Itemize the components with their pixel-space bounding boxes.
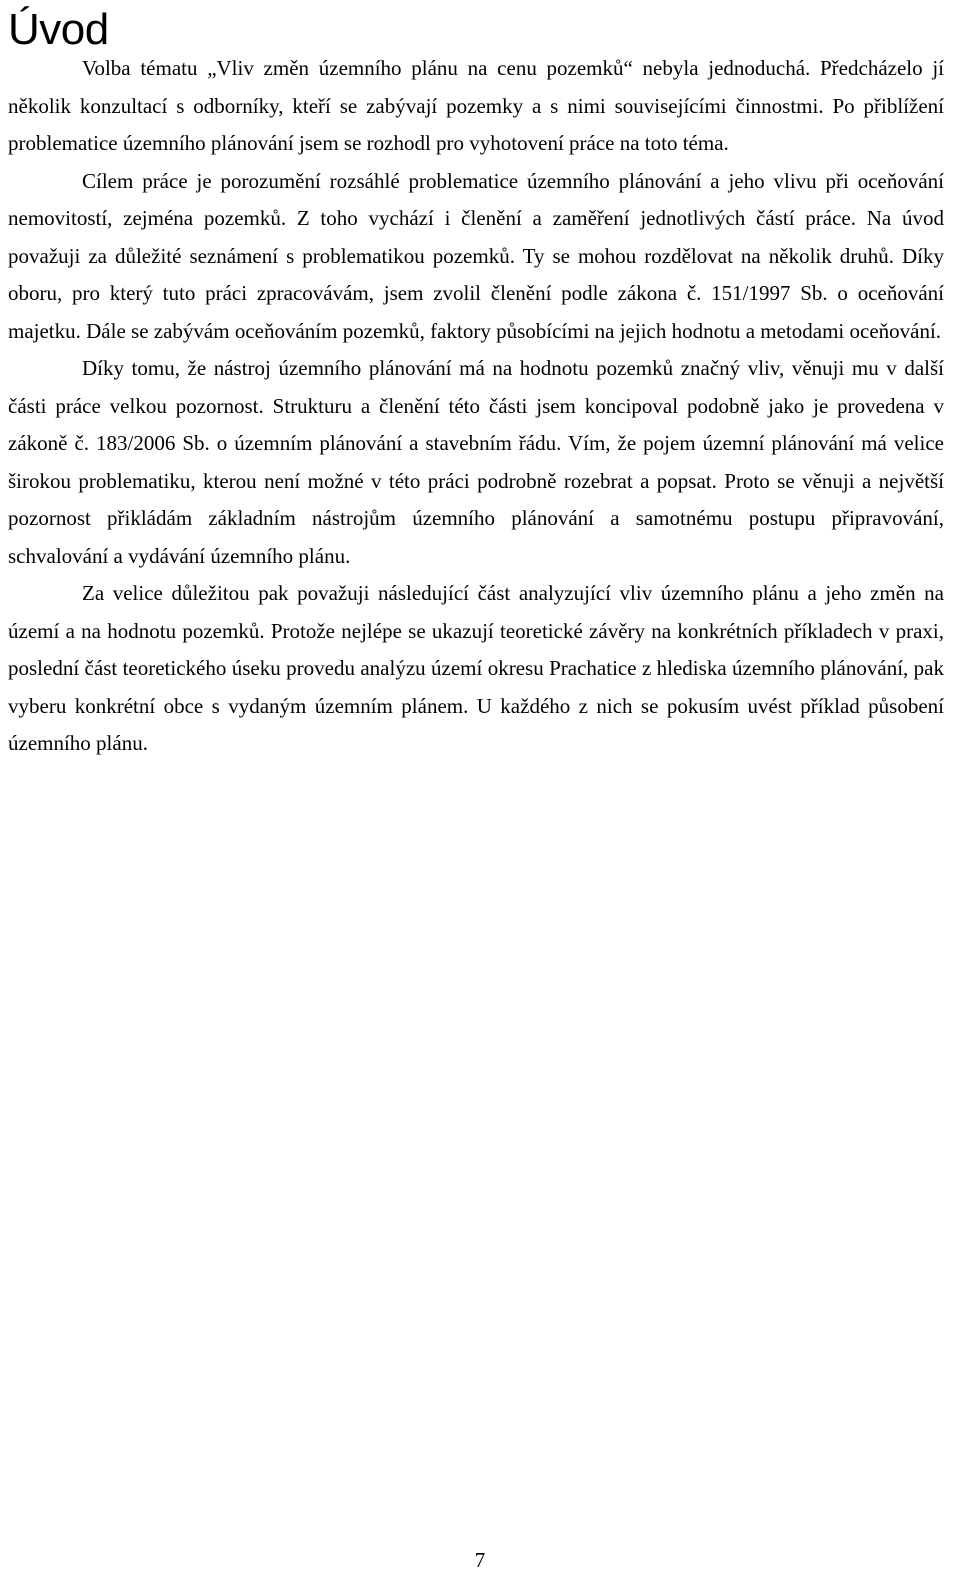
paragraph-topic-choice: Volba tématu „Vliv změn územního plánu na cenu pozemků“ nebyla jednoduchá. Předcházelo jí několik konzultací s odborníky, kteří se zabývají pozemky a s nimi souvisejícími činnostmi. Po přiblížení problematice územního plánování jsem se rozhodl pro vyhotovení práce na toto téma. — [8, 56, 944, 155]
paragraph-planning: Díky tomu, že nástroj územního plánování má na hodnotu pozemků značný vliv, věnuji mu v další části práce velkou pozornost. Strukturu a členění této části jsem koncipoval podobně jako je provedena v zákoně č. 183/2006 Sb. o územním plánování a stavebním řádu. Vím, že pojem územní plánování má velice širokou problematiku, kterou není možné v této práci podrobně rozebrat a popsat. Proto se věnuji a největší pozornost přikládám základním nástrojům územního plánování a samotnému postupu připravování, schvalování a vydávání územního plánu. — [8, 356, 944, 568]
paragraph-goal: Cílem práce je porozumění rozsáhlé problematice územního plánování a jeho vlivu při oceňování nemovitostí, zejména pozemků. Z toho vychází i členění a zaměření jednotlivých částí práce. Na úvod považuji za důležité seznámení s problematikou pozemků. Ty se mohou rozdělovat na několik druhů. Díky oboru, pro který tuto práci zpracovávám, jsem zvolil členění podle zákona č. 151/1997 Sb. o oceňování majetku. Dále se zabývám oceňováním pozemků, faktory působícími na jejich hodnotu a metodami oceňování. — [8, 168, 944, 343]
section-heading: Úvod — [8, 5, 109, 54]
page-number: 7 — [474, 1548, 486, 1572]
paragraph-analysis: Za velice důležitou pak považuji následující část analyzující vliv územního plánu a jeho změn na území a na hodnotu pozemků. Protože nejlépe se ukazují teoretické závěry na konkrétních příkladech v praxi, poslední část teoretického úseku provedu analýzu území okresu Prachatice z hlediska územního plánování, pak vyberu konkrétní obce s vydaným územním plánem. U každého z nich se pokusím uvést příklad působení územního plánu. — [8, 581, 944, 755]
body-text — [8, 50, 944, 763]
